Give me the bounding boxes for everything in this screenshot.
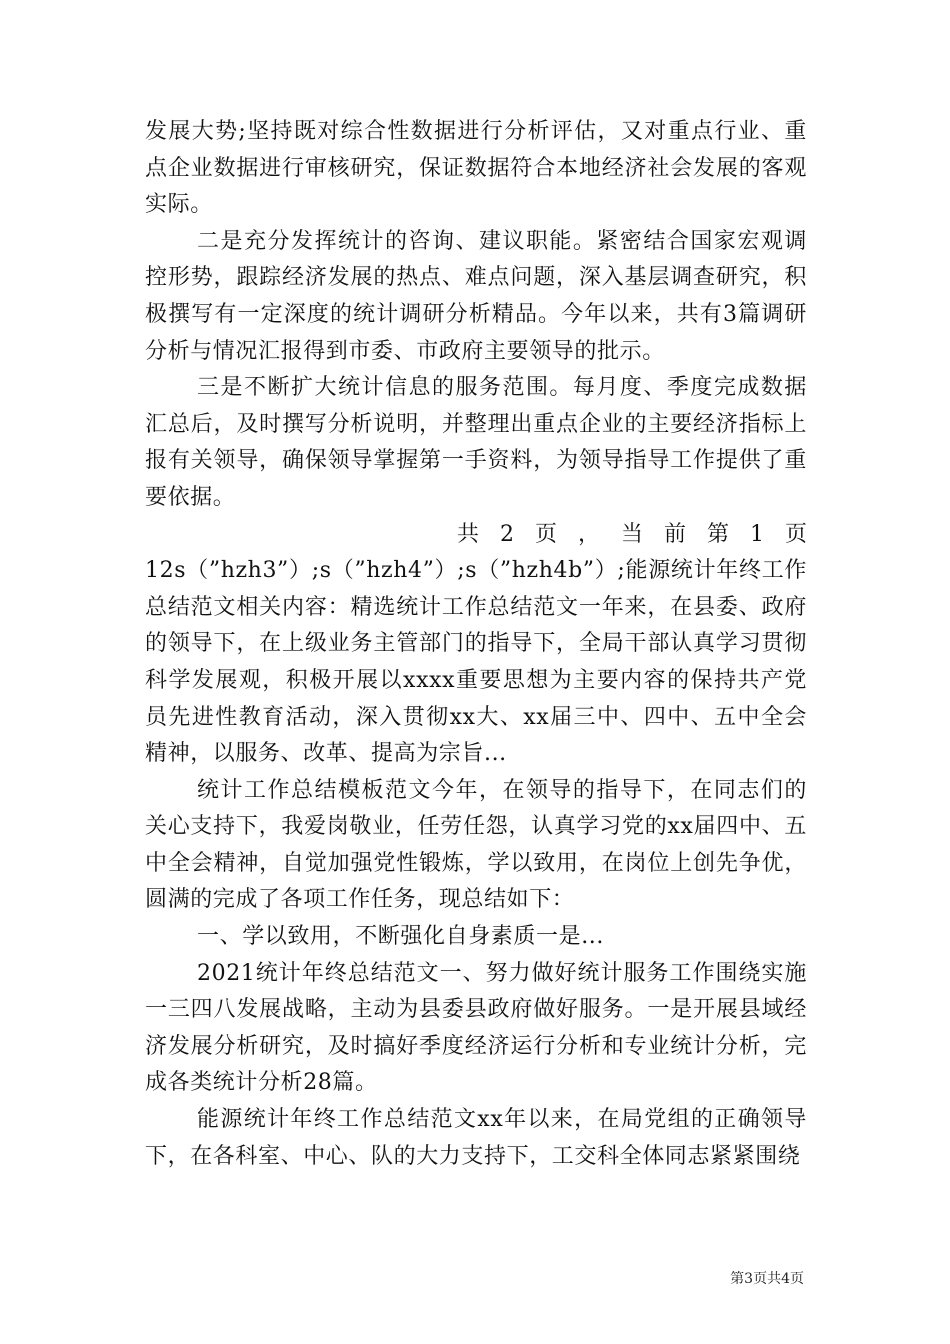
paragraph: 二是充分发挥统计的咨询、建议职能。紧密结合国家宏观调控形势，跟踪经济发展的热点、难点问题，深入基层调查研究，积极撰写有一定深度的统计调研分析精品。今年以来，共有3篇调研分析与情况汇报得到市委、市政府主要领导的批示。 [145, 228, 807, 364]
paragraph: 2021统计年终总结范文一、努力做好统计服务工作围绕实施一三四八发展战略，主动为县委县政府做好服务。一是开展县域经济发展分析研究，及时搞好季度经济运行分析和专业统计分析，完成各类统计分析28篇。 [145, 960, 807, 1096]
paragraph: 发展大势;坚持既对综合性数据进行分析评估，又对重点行业、重点企业数据进行审核研究，保证数据符合本地经济社会发展的客观实际。 [145, 119, 807, 218]
paragraph: 统计工作总结模板范文今年，在领导的指导下，在同志们的关心支持下，我爱岗敬业，任劳任怨，认真学习党的xx届四中、五中全会精神，自觉加强党性锻炼，学以致用，在岗位上创先争优，圆满的完成了各项工作任务，现总结如下： [145, 777, 807, 913]
paragraph: 一、学以致用，不断强化自身素质一是... [197, 924, 604, 950]
paragraph: 三是不断扩大统计信息的服务范围。每月度、季度完成数据汇总后，及时撰写分析说明，并整理出重点企业的主要经济指标上报有关领导，确保领导掌握第一手资料，为领导指导工作提供了重要依据。 [145, 375, 807, 510]
page-info: 共 2 页 ， 当 前 第 1 页 [457, 521, 807, 547]
paragraph: 能源统计年终工作总结范文xx年以来，在局党组的正确领导下，在各科室、中心、队的大力支持下，工交科全体同志紧紧围绕 [145, 1107, 807, 1169]
page-number-footer: 第3页共4页 [730, 1271, 804, 1287]
document-body [145, 114, 807, 1175]
related-content-paragraph: 12s（”hzh3”）;s（”hzh4”）;s（”hzh4b”）;能源统计年终工作总结范文相关内容：精选统计工作总结范文一年来，在县委、政府的领导下，在上级业务主管部门的指导下，全局干部认真学习贯彻科学发展观，积极开展以xxxx重要思想为主要内容的保持共产党员先进性教育活动，深入贯彻xx大、xx届三中、四中、五中全会精神，以服务、改革、提高为宗旨... [145, 558, 807, 767]
